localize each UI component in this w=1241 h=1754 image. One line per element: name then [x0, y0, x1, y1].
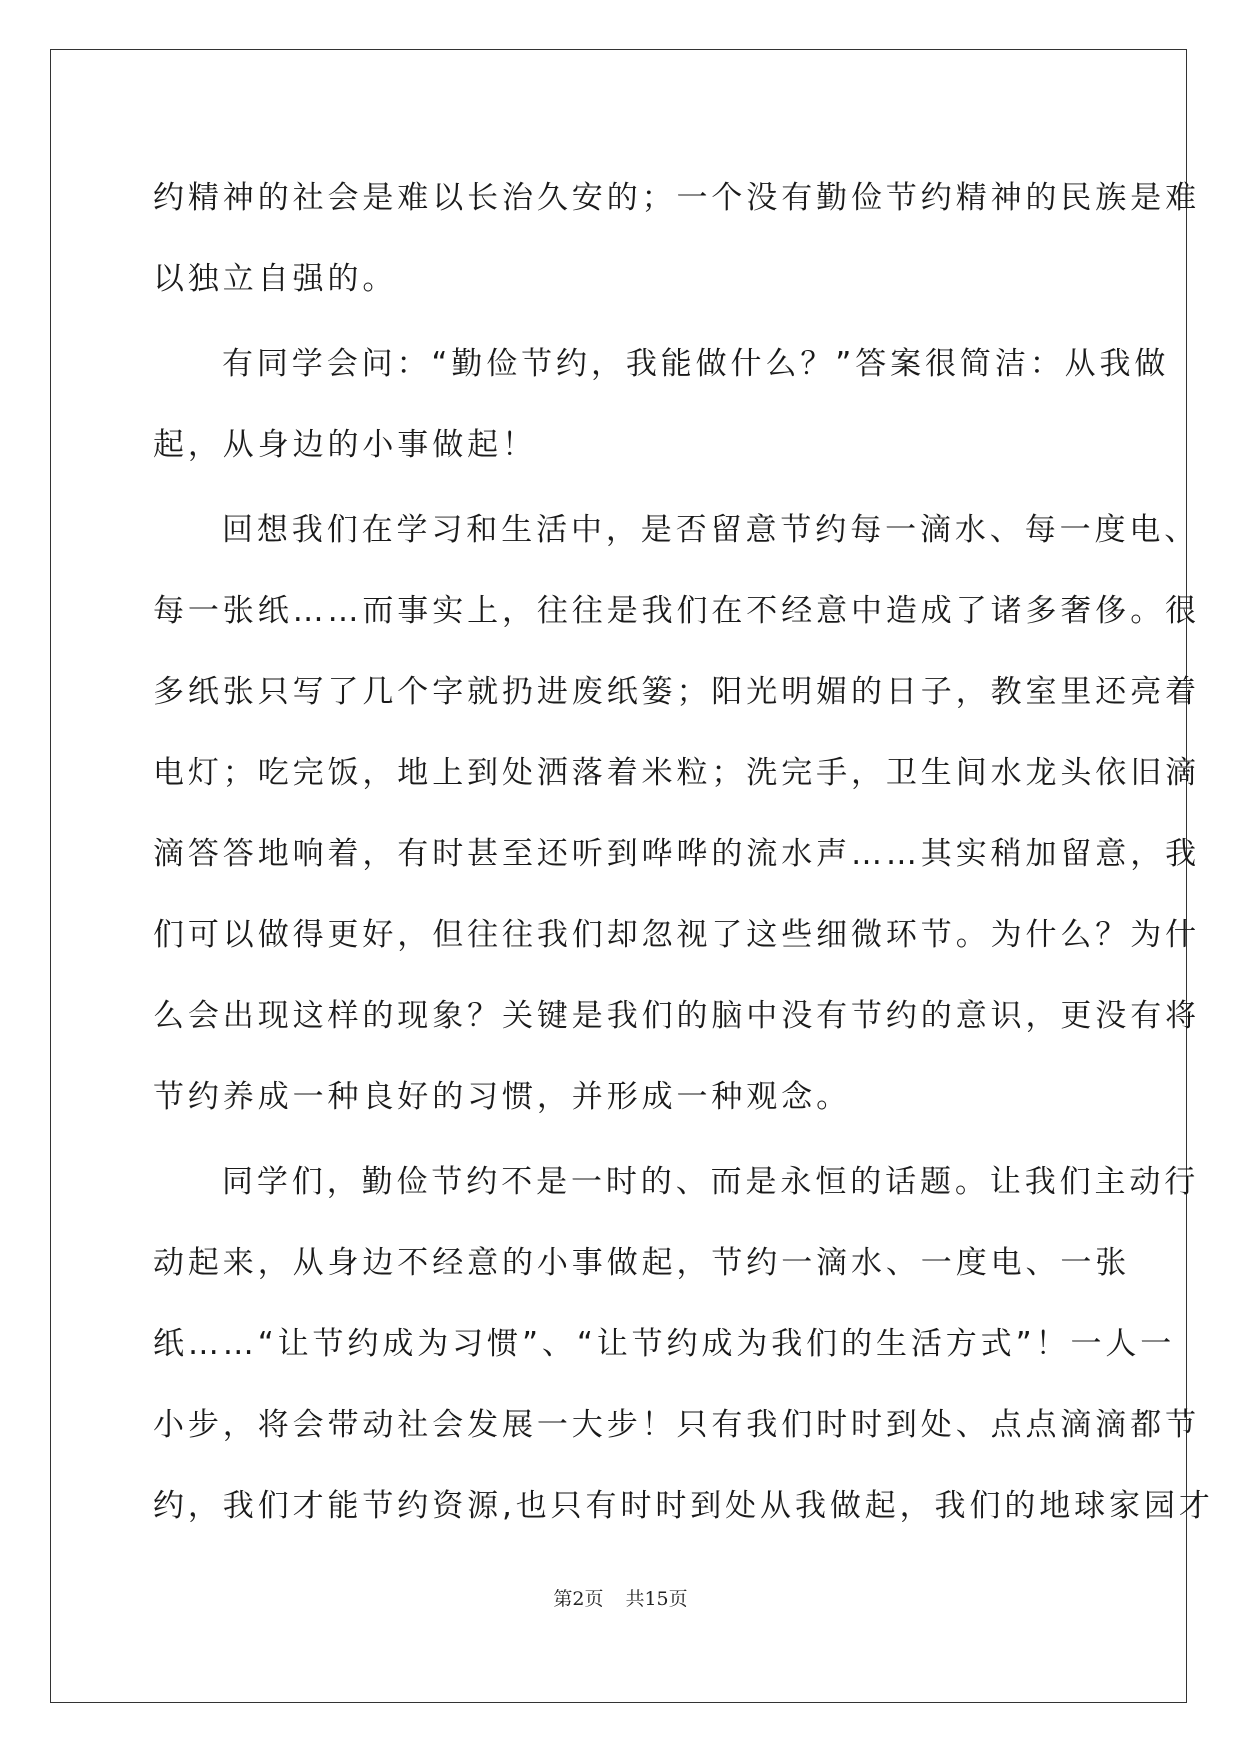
- text-line: 每一张纸……而事实上，往往是我们在不经意中造成了诸多奢侈。很: [153, 593, 1200, 629]
- paragraph-start-line: 有同学会问：“勤俭节约，我能做什么？”答案很简洁：从我做: [222, 346, 1170, 382]
- text-line: 们可以做得更好，但往往我们却忽视了这些细微环节。为什么？为什: [153, 917, 1200, 953]
- text-line: 电灯；吃完饭，地上到处洒落着米粒；洗完手，卫生间水龙头依旧滴: [153, 755, 1200, 791]
- text-line: 起，从身边的小事做起！: [153, 427, 537, 463]
- text-line: 纸……“让节约成为习惯”、“让节约成为我们的生活方式”！一人一: [153, 1326, 1176, 1362]
- paragraph-start-line: 同学们，勤俭节约不是一时的、而是永恒的话题。让我们主动行: [222, 1164, 1200, 1200]
- text-line: 小步，将会带动社会发展一大步！只有我们时时到处、点点滴滴都节: [153, 1407, 1200, 1443]
- text-line: 约，我们才能节约资源,也只有时时到处从我做起，我们的地球家园才: [153, 1488, 1214, 1524]
- document-body: [153, 158, 1214, 1547]
- text-line: 节约养成一种良好的习惯，并形成一种观念。: [153, 1079, 851, 1115]
- text-line: 滴答答地响着，有时甚至还听到哗哗的流水声……其实稍加留意，我: [153, 836, 1200, 872]
- text-line: 多纸张只写了几个字就扔进废纸篓；阳光明媚的日子，教室里还亮着: [153, 674, 1200, 710]
- text-line: 动起来，从身边不经意的小事做起，节约一滴水、一度电、一张: [153, 1245, 1131, 1281]
- text-line: 约精神的社会是难以长治久安的；一个没有勤俭节约精神的民族是难: [153, 180, 1200, 216]
- text-line: 么会出现这样的现象？关键是我们的脑中没有节约的意识，更没有将: [153, 998, 1200, 1034]
- text-line: 以独立自强的。: [153, 261, 398, 297]
- page-footer: [0, 1584, 1241, 1611]
- page-number: 第2页: [553, 1588, 604, 1610]
- page-total: 共15页: [625, 1588, 688, 1610]
- paragraph-start-line: 回想我们在学习和生活中，是否留意节约每一滴水、每一度电、: [222, 512, 1200, 548]
